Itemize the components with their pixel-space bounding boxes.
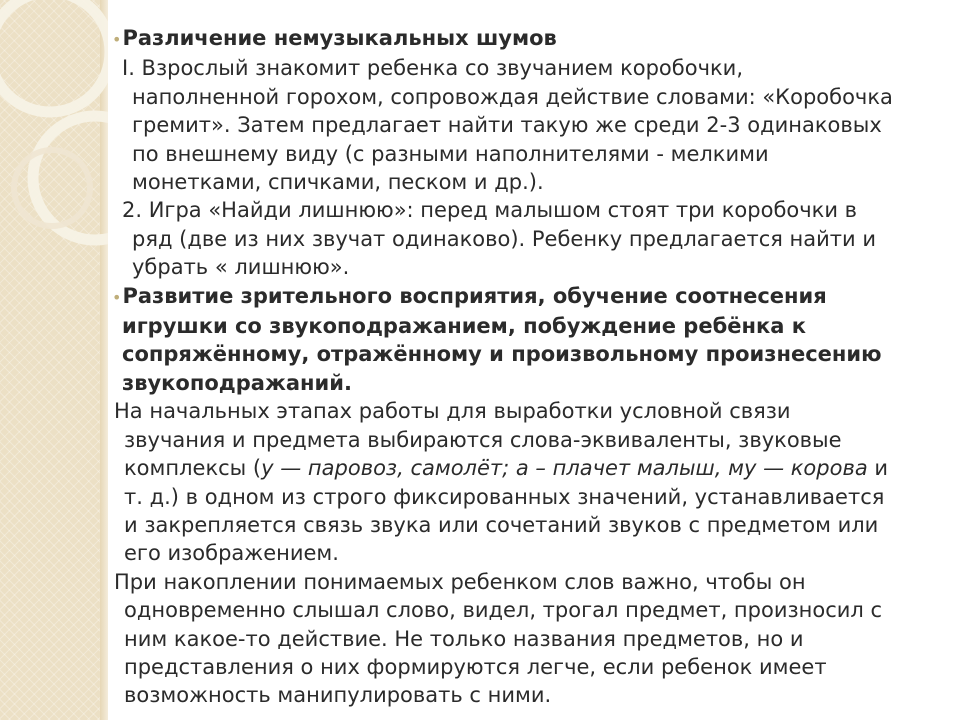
section-heading-noise [112, 24, 952, 54]
item-2-line: убрать « лишнюю». [132, 255, 350, 280]
bullet-icon: • [112, 30, 122, 49]
item-1-line: наполненной горохом, сопровождая действие словами: «Коробочка [132, 84, 893, 109]
paragraph-line: звучания и предмета выбираются слова-эквиваленты, звуковые [124, 427, 842, 452]
paragraph-line: одновременно слышал слово, видел, трогал предмет, произносил с [124, 598, 883, 623]
paragraph-line: На начальных этапах работы для выработки условной связи [114, 399, 791, 424]
section-heading-visual [112, 282, 952, 398]
paragraph-initial-stages [112, 397, 952, 567]
paragraph-line: ним какое-то действие. Не только названия предметов, но и [124, 626, 804, 651]
paragraph-line: представления о них формируются легче, если ребенок имеет [124, 654, 827, 679]
bullet-icon: • [112, 287, 122, 307]
ring-top [0, 0, 108, 112]
ring-inner [14, 150, 90, 226]
heading-line: звукоподражаний. [122, 370, 352, 395]
decorative-sidebar [0, 0, 108, 720]
item-1-line: по внешнему виду (с разными наполнителями - мелкими [132, 141, 769, 166]
text-run: и [867, 456, 889, 481]
item-1 [112, 54, 952, 196]
heading-line: игрушки со звукоподражанием, побуждение ребёнка к [122, 314, 806, 339]
heading-text: Различение немузыкальных шумов [122, 26, 557, 50]
paragraph-line: возможность манипулировать с ними. [124, 683, 552, 708]
paragraph-line: т. д.) в одном из строго фиксированных значений, устанавливается [124, 484, 885, 509]
item-2-line: ряд (две из них звучат одинаково). Ребенку предлагается найти и [132, 226, 877, 251]
italic-examples: у — паровоз, самолёт; а – плачет малыш, му — корова [261, 456, 868, 481]
item-2-line: 2. Игра «Найди лишнюю»: перед малышом стоят три коробочки в [122, 198, 858, 223]
paragraph-line: и закрепляется связь звука или сочетаний звуков с предметом или [124, 512, 879, 537]
paragraph-line: его изображением. [124, 541, 339, 566]
item-1-line: монетками, спичками, песком и др.). [132, 170, 544, 195]
paragraph-line-mixed [114, 454, 952, 482]
paragraph-line: При накоплении понимаемых ребенком слов важно, чтобы он [114, 569, 806, 594]
slide-content [112, 24, 952, 710]
item-1-line: гремит». Затем предлагает найти такую же среди 2-3 одинаковых [132, 113, 882, 138]
ring-decoration [0, 0, 108, 720]
text-run: комплексы ( [124, 456, 262, 481]
paragraph-accumulation [112, 568, 952, 710]
heading-line: сопряжённому, отражённому и произвольному произнесению [122, 342, 882, 367]
item-2 [112, 196, 952, 281]
item-1-line: I. Взрослый знакомит ребенка со звучанием коробочки, [122, 56, 743, 81]
heading-line: Развитие зрительного восприятия, обучение соотнесения [122, 283, 827, 308]
